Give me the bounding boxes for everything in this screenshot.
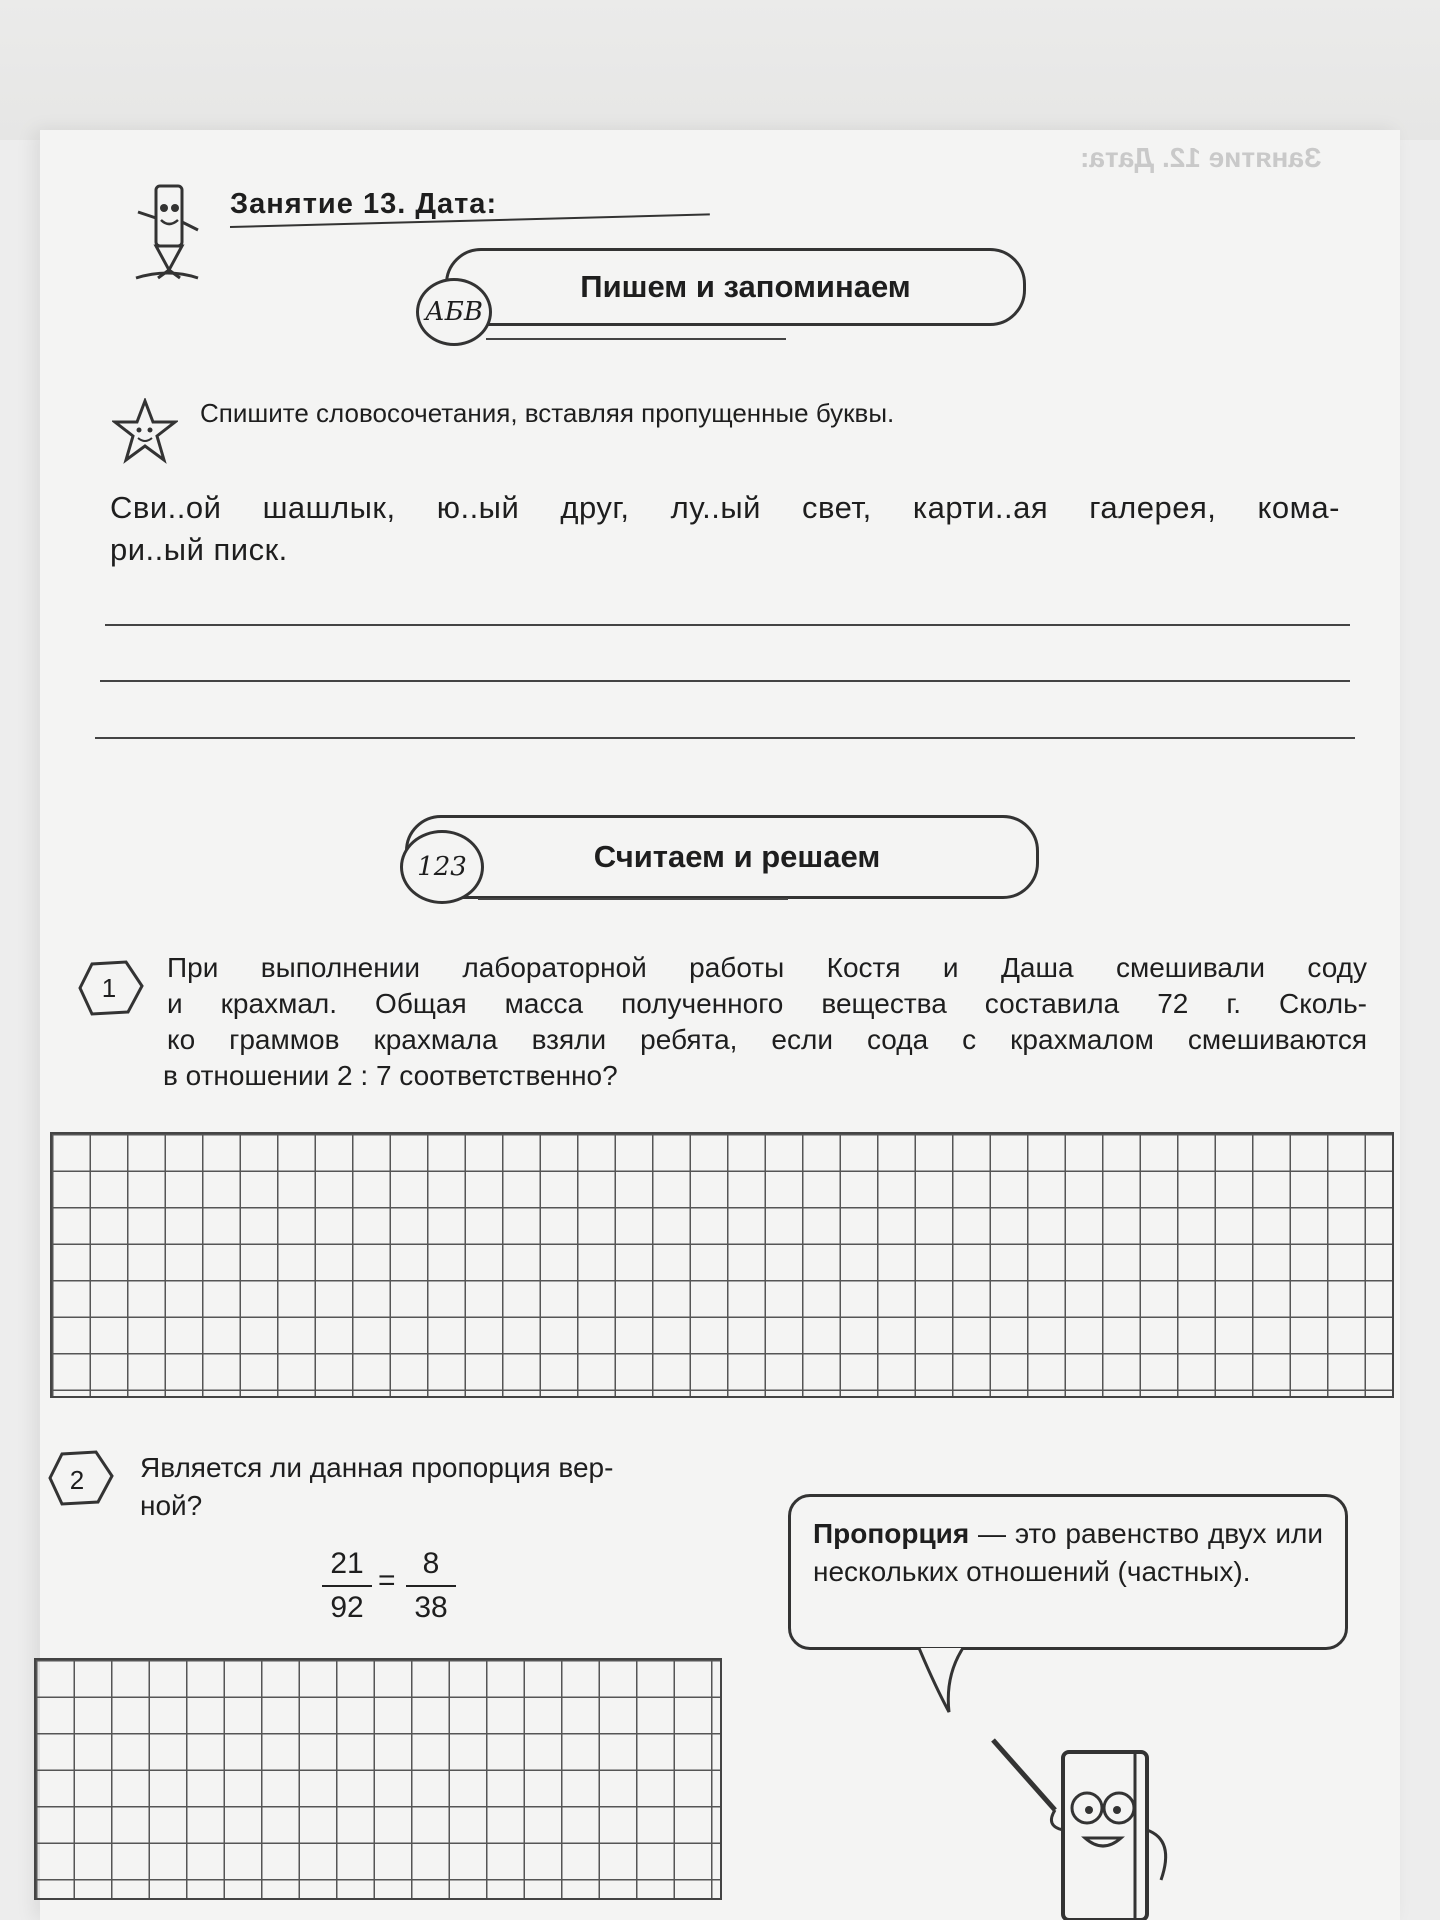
star-mascot-icon [112,398,178,468]
fraction-right-numerator: 8 [422,1547,440,1580]
definition-term: Пропорция [813,1518,970,1549]
phrases-line-1: Сви..ой шашлык, ю..ый друг, лу..ый свет, карти..ая галерея, кома- [110,490,1340,525]
task-1-line-2: и крахмал. Общая масса полученного вещества составила 72 г. Сколь- [167,988,1367,1019]
fraction-left [322,1545,372,1627]
fraction-right [406,1545,456,1627]
definition-text: — это равенство двух или нескольких отношений (частных). [813,1518,1323,1587]
pointer-stick-icon [993,1740,1055,1810]
task-2-answer-grid[interactable] [34,1658,722,1900]
task-2-line-2: ной? [140,1490,203,1521]
banner-underline [486,338,786,340]
pencil-mascot-icon [128,178,208,288]
task-1-number: 1 [101,972,117,1003]
fraction-right-bar [406,1585,456,1587]
section-math-banner [405,815,1039,899]
abc-icon: АБВ [416,278,492,346]
answer-line-3[interactable] [95,737,1355,739]
task-2-number: 2 [69,1464,85,1495]
book-mascot-icon [985,1730,1195,1920]
definition-bubble [788,1494,1348,1650]
task-1-line-1: При выполнении лабораторной работы Костя и Даша смешивали соду [167,952,1367,983]
writing-instruction: Спишите словосочетания, вставляя пропущенные буквы. [200,398,895,428]
phrases-line-2: ри..ый писк. [110,532,288,567]
task-1-line-4: в отношении 2 : 7 соответственно? [163,1060,618,1091]
answer-line-1[interactable] [105,624,1350,626]
task-1-line-3: ко граммов крахмала взяли ребята, если сода с крахмалом смешиваются [167,1024,1367,1055]
numbers-123-icon: 123 [400,830,484,904]
section-writing-banner [445,248,1026,326]
bleed-through-heading: Занятие 12. Дата: [1080,142,1322,173]
math-banner-underline [478,898,788,900]
answer-line-2[interactable] [100,680,1350,682]
section-writing-title: Пишем и запоминаем [580,269,911,304]
lesson-title: Занятие 13. Дата: [230,188,498,220]
task-1-answer-grid[interactable] [50,1132,1394,1398]
fraction-left-bar [322,1585,372,1587]
equals-sign: = [378,1564,396,1597]
bubble-tail [915,1646,975,1716]
section-math-title: Считаем и решаем [593,839,881,874]
fraction-left-denominator: 92 [330,1591,364,1624]
task-2-line-1: Является ли данная пропорция вер- [140,1452,614,1483]
fraction-right-denominator: 38 [414,1591,448,1624]
background-surface [0,0,1440,140]
fraction-left-numerator: 21 [330,1547,364,1580]
